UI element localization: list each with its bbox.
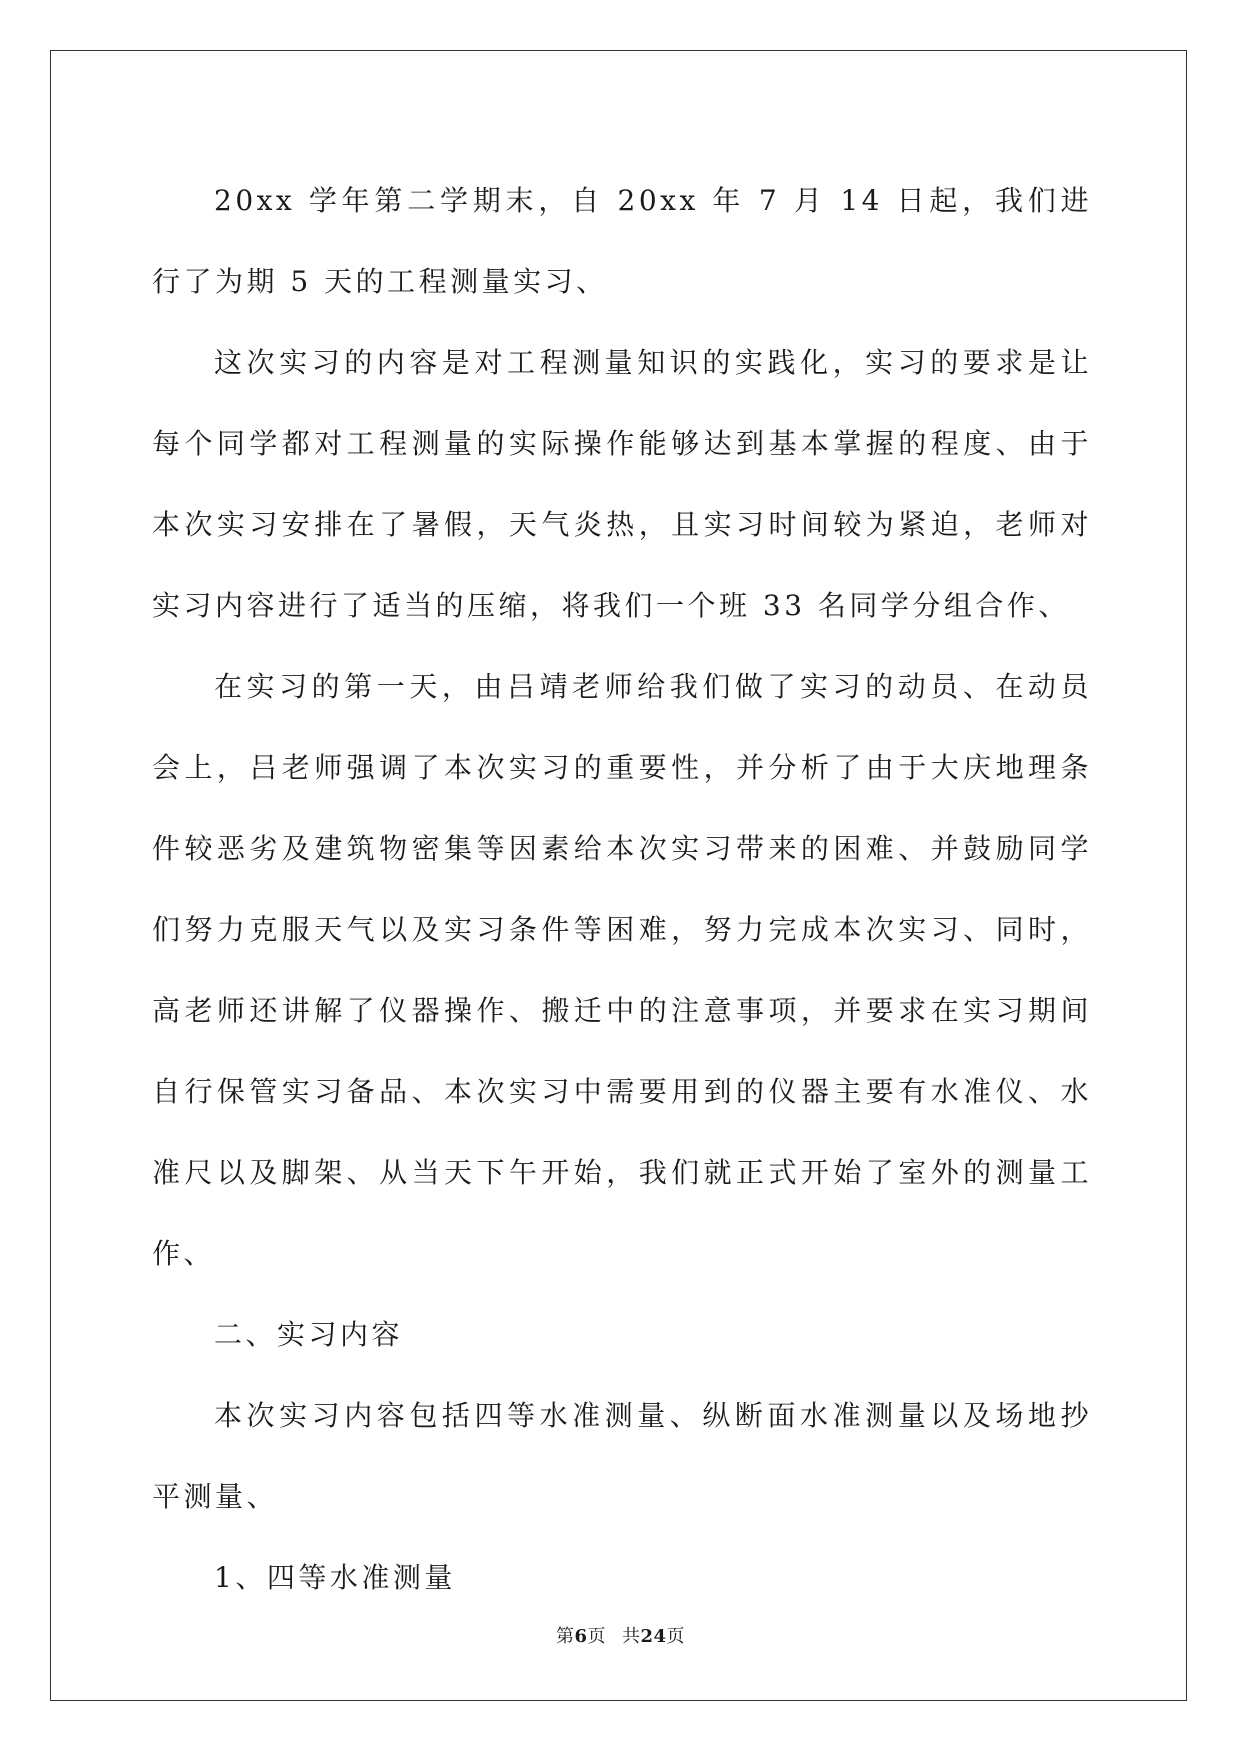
footer-prefix: 第: [555, 1626, 575, 1647]
page-footer: [0, 1622, 1241, 1648]
subsection-heading: 1、四等水准测量: [214, 1561, 456, 1594]
total-page-count: 24: [640, 1626, 667, 1647]
paragraph-content-requirements: 这次实习的内容是对工程测量知识的实践化，实习的要求是让每个同学都对工程测量的实际操作能够达到基本掌握的程度、由于本次实习安排在了暑假，天气炎热，且实习时间较为紧迫，老师对实习内容进行了适当的压缩，将我们一个班 33 名同学分组合作、: [152, 346, 1092, 622]
section-heading: 二、实习内容: [214, 1318, 404, 1351]
paragraph-intro: 20xx 学年第二学期末，自 20xx 年 7 月 14 日起，我们进行了为期 5 天的工程测量实习、: [152, 184, 1092, 298]
paragraph-scope: 本次实习内容包括四等水准测量、纵断面水准测量以及场地抄平测量、: [152, 1399, 1092, 1513]
current-page-number: 6: [574, 1626, 588, 1647]
footer-total-prefix: 共: [621, 1626, 641, 1647]
document-body: [152, 160, 1092, 1618]
footer-page-suffix: 页: [587, 1626, 606, 1647]
paragraph-first-day: 在实习的第一天，由吕靖老师给我们做了实习的动员、在动员会上，吕老师强调了本次实习的重要性，并分析了由于大庆地理条件较恶劣及建筑物密集等因素给本次实习带来的困难、并鼓励同学们努力克服天气以及实习条件等困难，努力完成本次实习、同时，高老师还讲解了仪器操作、搬迁中的注意事项，并要求在实习期间自行保管实习备品、本次实习中需要用到的仪器主要有水准仪、水准尺以及脚架、从当天下午开始，我们就正式开始了室外的测量工作、: [152, 670, 1092, 1270]
footer-total-suffix: 页: [666, 1626, 686, 1647]
